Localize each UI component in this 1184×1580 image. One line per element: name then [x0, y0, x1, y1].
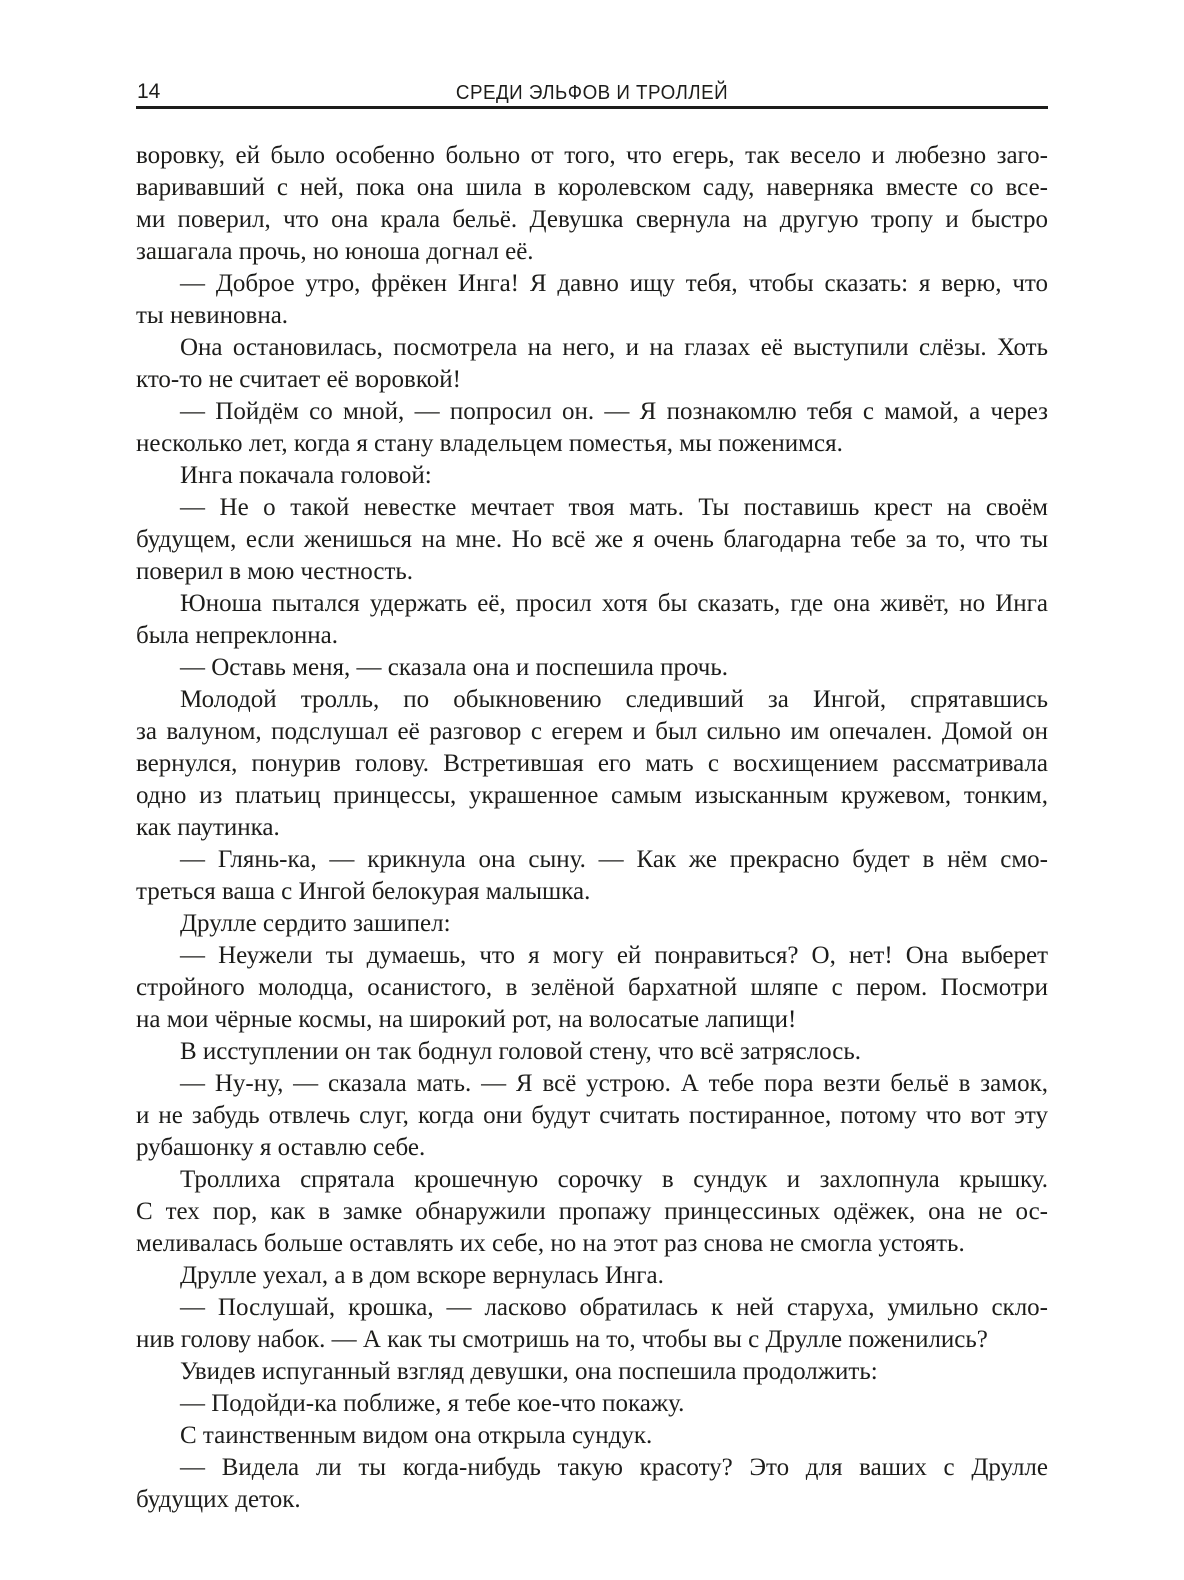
paragraph — [136, 652, 1048, 684]
paragraph — [136, 1036, 1048, 1068]
text-line: — Подойди-ка поближе, я тебе кое-что покажу. — [180, 1390, 685, 1417]
text-line: зашагала прочь, но юноша догнал её. — [136, 238, 534, 265]
paragraph — [136, 140, 1048, 268]
paragraph — [136, 1260, 1048, 1292]
text-line: несколько лет, когда я стану владельцем поместья, мы поженимся. — [136, 430, 843, 457]
text-line: и не забудь отвлечь слуг, когда они будут считать постиранное, потому что вот эту — [136, 1102, 1048, 1129]
paragraph — [136, 1068, 1048, 1164]
text-line: В исступлении он так боднул головой стену, что всё затряслось. — [180, 1038, 862, 1065]
text-line: — Неужели ты думаешь, что я могу ей понравиться? О, нет! Она выберет — [180, 942, 1048, 969]
text-line: — Оставь меня, — сказала она и поспешила прочь. — [180, 654, 729, 681]
paragraph — [136, 1164, 1048, 1260]
paragraph — [136, 684, 1048, 844]
text-line: рубашонку я оставлю себе. — [136, 1134, 426, 1161]
text-line: Молодой тролль, по обыкновению следивший за Ингой, спрятавшись — [180, 686, 1048, 713]
text-line: Друлле сердито зашипел: — [180, 910, 451, 937]
text-line: нив голову набок. — А как ты смотришь на то, чтобы вы с Друлле поженились? — [136, 1326, 988, 1353]
paragraph — [136, 268, 1048, 332]
paragraph — [136, 1292, 1048, 1356]
paragraph — [136, 332, 1048, 396]
text-line: Она остановилась, посмотрела на него, и на глазах её выступили слёзы. Хоть — [180, 334, 1048, 361]
text-line: вернулся, понурив голову. Встретившая его мать с восхищением рассматривала — [136, 750, 1048, 777]
paragraph — [136, 908, 1048, 940]
page-number: 14 — [137, 80, 161, 103]
paragraph — [136, 1452, 1048, 1516]
text-line: будущих деток. — [136, 1486, 301, 1513]
text-line: за валуном, подслушал её разговор с егерем и был сильно им опечален. Домой он — [136, 718, 1048, 745]
text-line: варивавший с ней, пока она шила в королевском саду, наверняка вместе со все- — [136, 174, 1048, 201]
text-line: Троллиха спрятала крошечную сорочку в сундук и захлопнула крышку. — [180, 1166, 1048, 1193]
text-line: поверил в мою честность. — [136, 558, 414, 585]
text-line: ми поверил, что она крала бельё. Девушка свернула на другую тропу и быстро — [136, 206, 1048, 233]
text-line: — Послушай, крошка, — ласково обратилась к ней старуха, умильно скло- — [180, 1294, 1048, 1321]
text-line: Инга покачала головой: — [180, 462, 432, 489]
paragraph — [136, 588, 1048, 652]
paragraph — [136, 460, 1048, 492]
paragraph — [136, 492, 1048, 588]
text-line: Друлле уехал, а в дом вскоре вернулась Инга. — [180, 1262, 664, 1289]
paragraph — [136, 1356, 1048, 1388]
header-rule — [136, 106, 1048, 109]
text-line: треться ваша с Ингой белокурая малышка. — [136, 878, 591, 905]
paragraph — [136, 1388, 1048, 1420]
text-line: на мои чёрные космы, на широкий рот, на волосатые лапищи! — [136, 1006, 797, 1033]
text-line: кто-то не считает её воровкой! — [136, 366, 461, 393]
text-line: С тех пор, как в замке обнаружили пропажу принцессиных одёжек, она не ос- — [136, 1198, 1048, 1225]
text-line: одно из платьиц принцессы, украшенное самым изысканным кружевом, тонким, — [136, 782, 1048, 809]
text-line: Увидев испуганный взгляд девушки, она поспешила продолжить: — [180, 1358, 878, 1385]
text-line: — Не о такой невестке мечтает твоя мать. Ты поставишь крест на своём — [180, 494, 1048, 521]
text-line: ты невиновна. — [136, 302, 289, 329]
text-line: — Ну-ну, — сказала мать. — Я всё устрою. А тебе пора везти бельё в замок, — [180, 1070, 1048, 1097]
text-line: С таинственным видом она открыла сундук. — [180, 1422, 653, 1449]
paragraph — [136, 1420, 1048, 1452]
paragraph — [136, 940, 1048, 1036]
text-line: — Видела ли ты когда-нибудь такую красоту? Это для ваших с Друлле — [180, 1454, 1048, 1481]
text-line: Юноша пытался удержать её, просил хотя бы сказать, где она живёт, но Инга — [180, 590, 1048, 617]
page-body — [136, 140, 1048, 1516]
running-title: СРЕДИ ЭЛЬФОВ И ТРОЛЛЕЙ — [455, 82, 729, 104]
text-line: меливалась больше оставлять их себе, но на этот раз снова не смогла устоять. — [136, 1230, 965, 1257]
text-line: будущем, если женишься на мне. Но всё же я очень благодарна тебе за то, что ты — [136, 526, 1048, 553]
text-line: стройного молодца, осанистого, в зелёной бархатной шляпе с пером. Посмотри — [136, 974, 1048, 1001]
paragraph — [136, 844, 1048, 908]
text-line: — Доброе утро, фрёкен Инга! Я давно ищу тебя, чтобы сказать: я верю, что — [180, 270, 1048, 297]
text-line: — Пойдём со мной, — попросил он. — Я познакомлю тебя с мамой, а через — [180, 398, 1048, 425]
text-line: была непреклонна. — [136, 622, 339, 649]
paragraph — [136, 396, 1048, 460]
text-line: как паутинка. — [136, 814, 280, 841]
text-line: воровку, ей было особенно больно от того, что егерь, так весело и любезно заго- — [136, 142, 1048, 169]
text-line: — Глянь-ка, — крикнула она сыну. — Как же прекрасно будет в нём смо- — [180, 846, 1048, 873]
